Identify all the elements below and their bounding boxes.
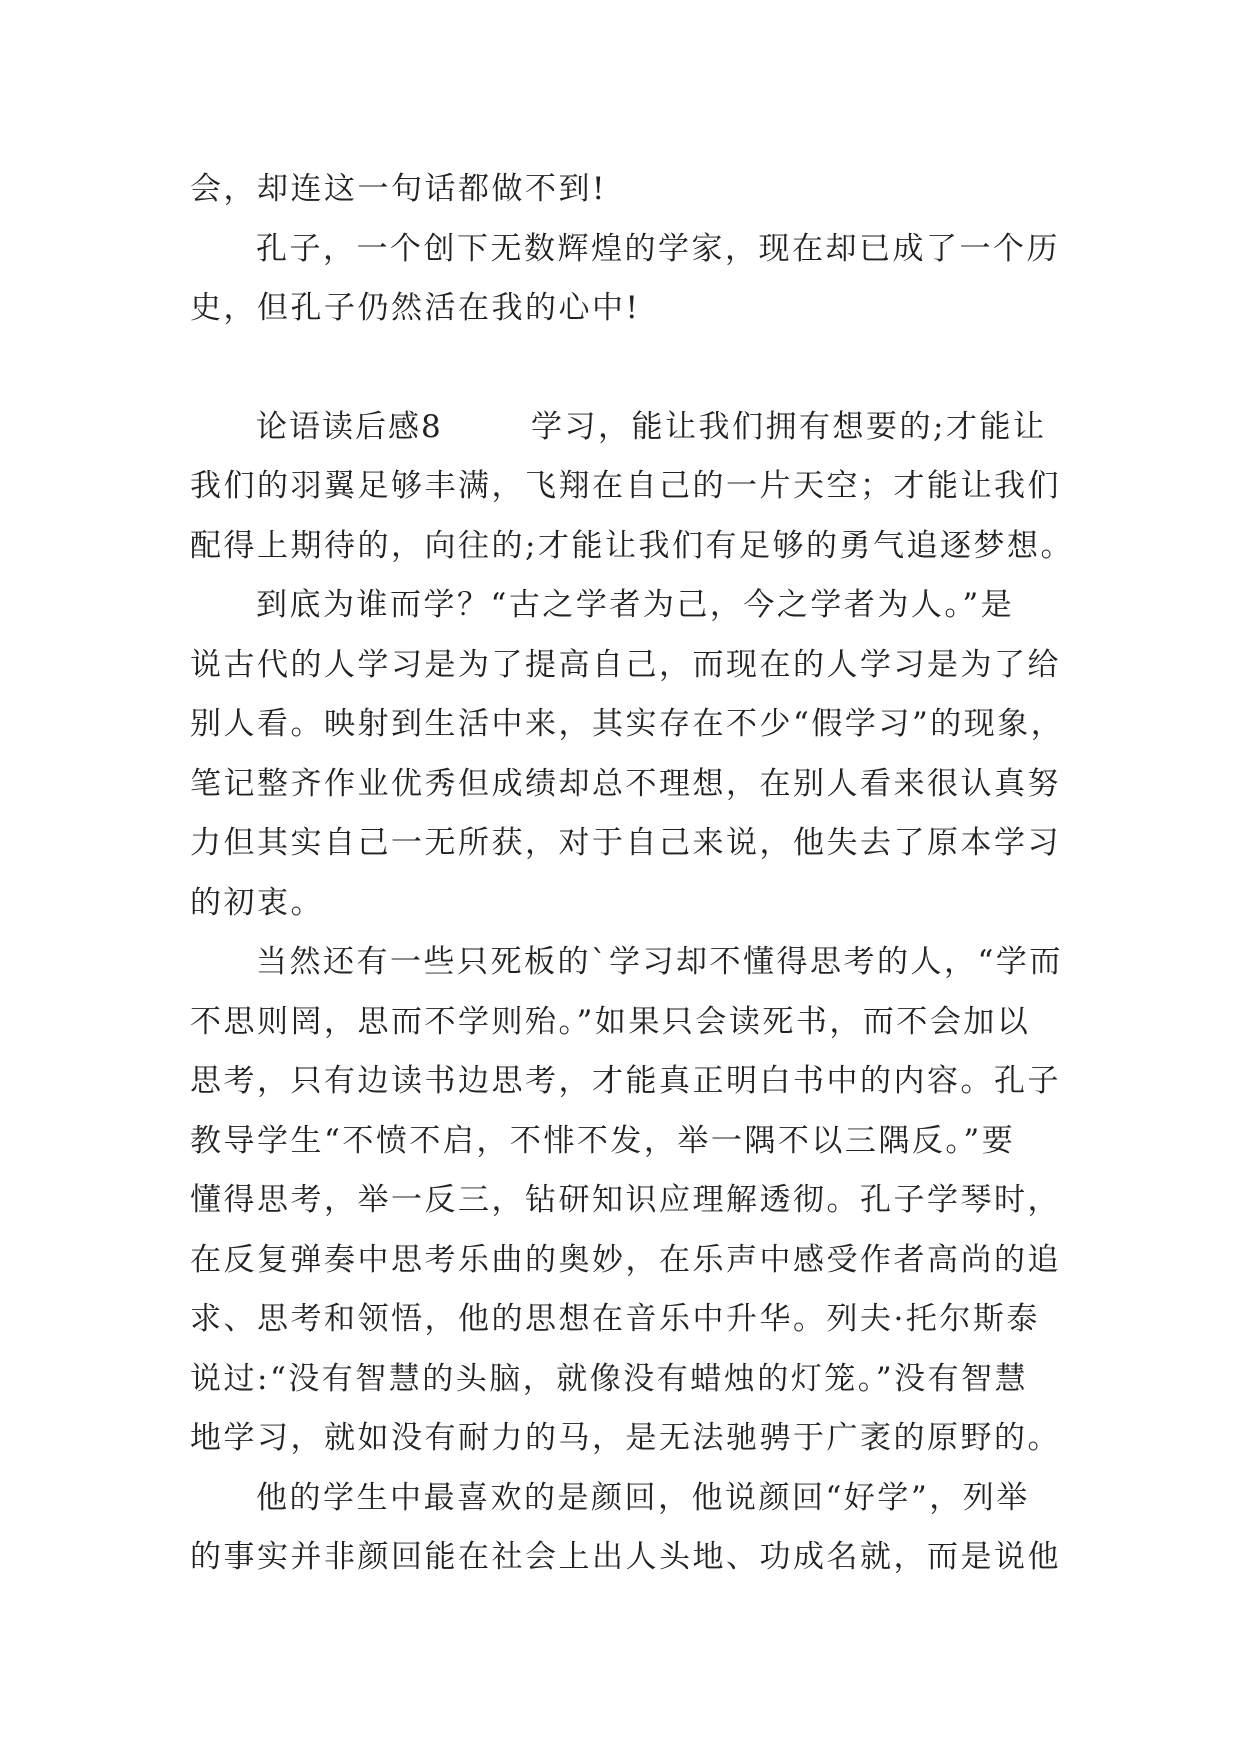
- text-line: 我们的羽翼足够丰满，飞翔在自己的一片天空；才能让我们: [190, 468, 1061, 504]
- text-line: 孔子，一个创下无数辉煌的学家，现在却已成了一个历: [256, 230, 1060, 267]
- text-line: 配得上期待的，向往的;才能让我们有足够的勇气追逐梦想。: [190, 527, 1074, 564]
- text-line: 力但其实自己一无所获，对于自己来说，他失去了原本学习: [190, 825, 1061, 861]
- section-heading-line: [190, 398, 1070, 458]
- text-line: 会，却连这一句话都做不到!: [190, 171, 607, 207]
- text-line: 的初衷。: [190, 884, 324, 921]
- text-line: 思考，只有边读书边思考，才能真正明白书中的内容。孔子: [190, 1063, 1061, 1099]
- text-line: 学习，能让我们拥有想要的;才能让: [531, 408, 1047, 445]
- text-line: 不思则罔，思而不学则殆。”如果只会读死书，而不会加以: [190, 1003, 1031, 1040]
- section-heading: 论语读后感8: [256, 408, 443, 445]
- text-line: 别人看。映射到生活中来，其实存在不少“假学习”的现象，: [190, 706, 1065, 742]
- text-line: 到底为谁而学？“古之学者为己，今之学者为人。”是: [256, 587, 1015, 623]
- text-line: 他的学生中最喜欢的是颜回，他说颜回“好学”，列举: [256, 1479, 1030, 1516]
- document-body: [190, 160, 1074, 1588]
- text-line: 求、思考和领悟，他的思想在音乐中升华。列夫·托尔斯泰: [190, 1301, 1040, 1337]
- text-line: 史，但孔子仍然活在我的心中!: [190, 290, 641, 326]
- text-line: 当然还有一些只死板的`学习却不懂得思考的人，“学而: [256, 944, 1063, 980]
- text-line: 懂得思考，举一反三，钻研知识应理解透彻。孔子学琴时，: [190, 1182, 1061, 1218]
- text-line: 的事实并非颜回能在社会上出人头地、功成名就，而是说他: [190, 1539, 1061, 1575]
- text-line: 教导学生“不愤不启，不悱不发，举一隅不以三隅反。”要: [190, 1122, 1016, 1159]
- text-line: 地学习，就如没有耐力的马，是无法驰骋于广袤的原野的。: [190, 1420, 1061, 1456]
- text-line: 在反复弹奏中思考乐曲的奥妙，在乐声中感受作者高尚的追: [190, 1241, 1061, 1278]
- text-line: 说过:“没有智慧的头脑，就像没有蜡烛的灯笼。”没有智慧: [190, 1360, 1029, 1397]
- text-line: 说古代的人学习是为了提高自己，而现在的人学习是为了给: [190, 646, 1061, 683]
- text-line: 笔记整齐作业优秀但成绩却总不理想，在别人看来很认真努: [190, 765, 1061, 802]
